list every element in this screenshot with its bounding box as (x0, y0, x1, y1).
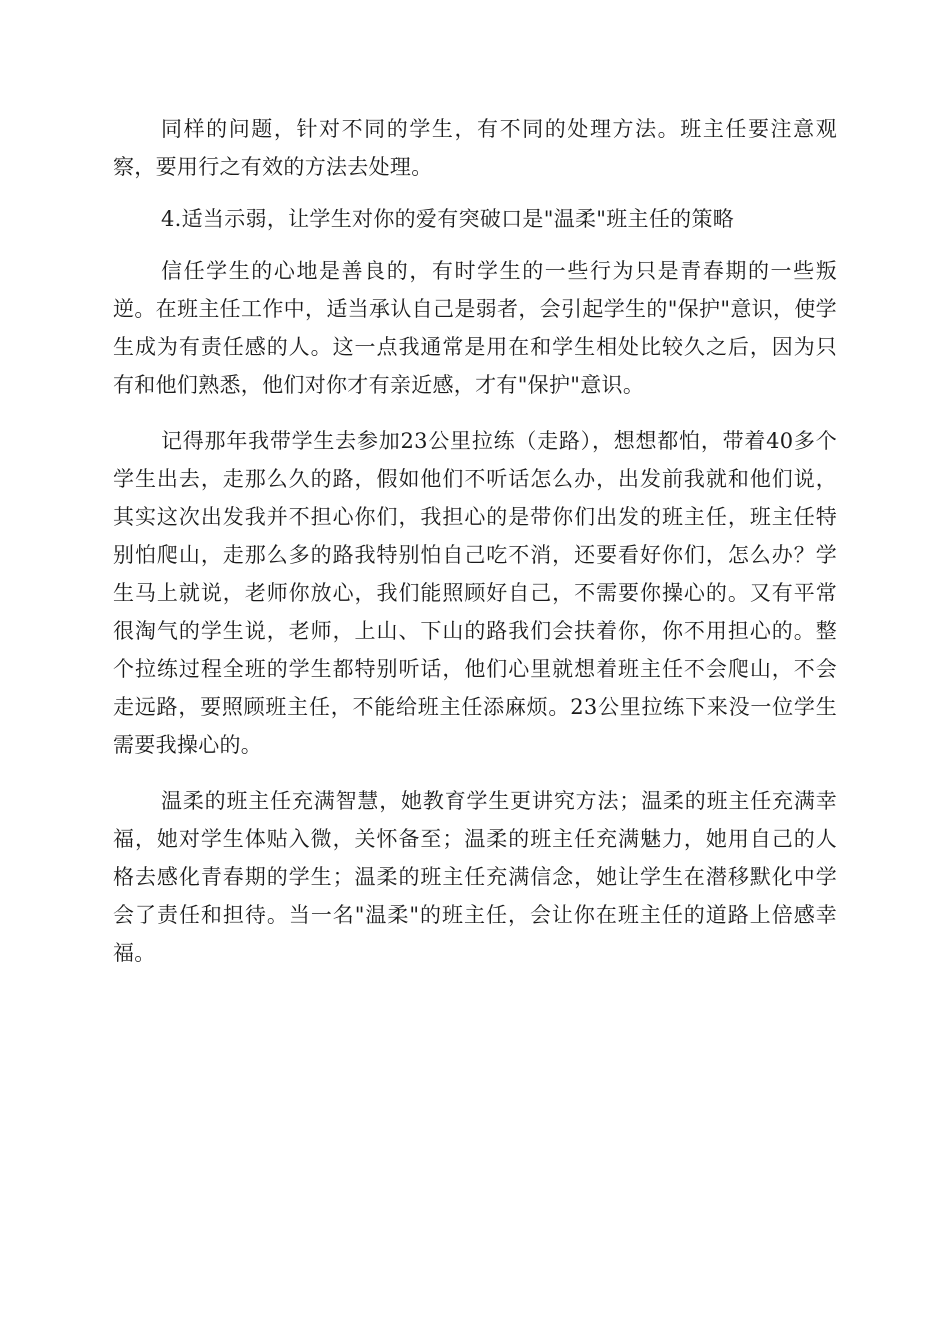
paragraph-handling-methods: 同样的问题，针对不同的学生，有不同的处理方法。班主任要注意观察，要用行之有效的方法去处理。 (113, 117, 837, 179)
paragraph-hiking-story: 记得那年我带学生去参加23公里拉练（走路），想想都怕，带着40多个学生出去，走那么久的路，假如他们不听话怎么办，出发前我就和他们说，其实这次出发我并不担心你们，我担心的是带你们出发的班主任，班主任特别怕爬山，走那么多的路我特别怕自己吃不消，还要看好你们，怎么办？学生马上就说，老师你放心，我们能照顾好自己，不需要你操心的。又有平常很淘气的学生说，老师，上山、下山的路我们会扶着你，你不用担心的。整个拉练过程全班的学生都特别听话，他们心里就想着班主任不会爬山，不会走远路，要照顾班主任，不能给班主任添麻烦。23公里拉练下来没一位学生需要我操心的。 (113, 429, 837, 757)
paragraph-conclusion: 温柔的班主任充满智慧，她教育学生更讲究方法；温柔的班主任充满幸福，她对学生体贴入微，关怀备至；温柔的班主任充满魅力，她用自己的人格去感化青春期的学生；温柔的班主任充满信念，她让学生在潜移默化中学会了责任和担待。当一名"温柔"的班主任，会让你在班主任的道路上倍感幸福。 (113, 789, 837, 965)
section-heading-strategy: 4.适当示弱，让学生对你的爱有突破口是"温柔"班主任的策略 (161, 207, 735, 231)
paragraph-trust-students: 信任学生的心地是善良的，有时学生的一些行为只是青春期的一些叛逆。在班主任工作中，适当承认自己是弱者，会引起学生的"保护"意识，使学生成为有责任感的人。这一点我通常是用在和学生相处比较久之后，因为只有和他们熟悉，他们对你才有亲近感，才有"保护"意识。 (113, 259, 837, 397)
document-body (113, 110, 837, 972)
